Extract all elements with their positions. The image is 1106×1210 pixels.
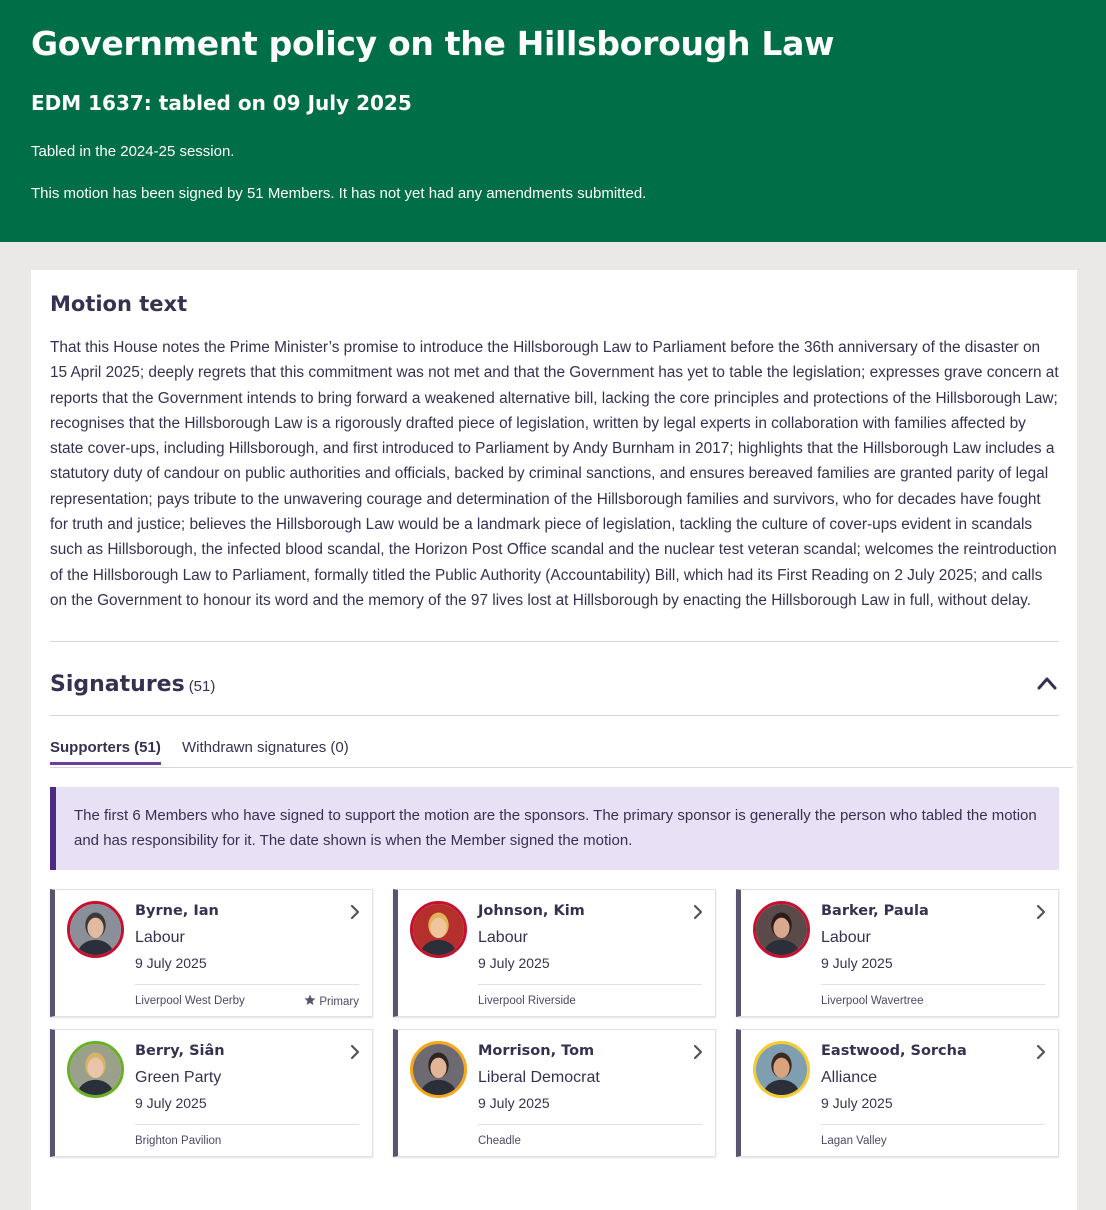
member-party: Green Party bbox=[135, 1069, 222, 1087]
avatar bbox=[410, 1041, 467, 1098]
member-name: Johnson, Kim bbox=[478, 903, 585, 920]
motion-card bbox=[31, 270, 1077, 1210]
member-photo bbox=[70, 904, 121, 955]
member-footer bbox=[135, 1124, 359, 1156]
member-photo bbox=[413, 904, 464, 955]
star-icon bbox=[304, 994, 316, 1006]
member-footer bbox=[135, 984, 359, 1016]
member-name: Berry, Siân bbox=[135, 1043, 225, 1060]
chevron-right-icon bbox=[693, 904, 703, 920]
member-card[interactable] bbox=[736, 889, 1059, 1017]
member-card[interactable] bbox=[736, 1029, 1059, 1157]
motion-text-body: That this House notes the Prime Minister’s promise to introduce the Hillsborough Law to Parliament before the 36th anniversary of the disaster on 15 April 2025; deeply regrets that this commitment was not met and that the Government has yet to table the legislation; expresses grave concern at reports that the Government intends to bring forward a weakened alternative bill, lacking the core principles and protections of the Hillsborough Law; recognises that the Hillsborough Law is a rigorously drafted piece of legislation, written by legal experts in collaboration with families affected by state cover-ups, including Hillsborough, and first introduced to Parliament by Andy Burnham in 2017; highlights that the Hillsborough Law includes a statutory duty of candour on public authorities and officials, backed by criminal sanctions, and ensures bereaved families are granted parity of legal representation; pays tribute to the unwavering courage and determination of the Hillsborough families and survivors, who for decades have fought for truth and justice; believes the Hillsborough Law would be a landmark piece of legislation, tackling the culture of cover-ups evident in scandals such as Hillsborough, the infected blood scandal, the Horizon Post Office scandal and the nuclear test veteran scandal; welcomes the reintroduction of the Hillsborough Law to Parliament, formally titled the Public Authority (Accountability) Bill, which had its First Reading on 2 July 2025; and calls on the Government to honour its word and the memory of the 97 lives lost at Hillsborough by enacting the Hillsborough Law in full, without delay. bbox=[50, 339, 1059, 609]
avatar bbox=[67, 901, 124, 958]
signatures-count: (51) bbox=[188, 678, 216, 696]
member-date: 9 July 2025 bbox=[135, 1095, 207, 1112]
tab-supporters[interactable]: Supporters (51) bbox=[50, 739, 161, 765]
member-date: 9 July 2025 bbox=[135, 955, 207, 972]
member-party: Labour bbox=[135, 929, 185, 947]
member-photo bbox=[756, 1044, 807, 1095]
page-title: Government policy on the Hillsborough Law bbox=[31, 24, 835, 63]
member-card[interactable] bbox=[50, 1029, 373, 1157]
member-photo bbox=[70, 1044, 121, 1095]
signatures-heading-label: Signatures bbox=[50, 672, 185, 698]
motion-text-heading: Motion text bbox=[50, 292, 188, 316]
member-party: Alliance bbox=[821, 1069, 878, 1087]
member-card[interactable] bbox=[50, 889, 373, 1017]
member-footer bbox=[478, 984, 702, 1016]
member-date: 9 July 2025 bbox=[821, 1095, 893, 1112]
member-date: 9 July 2025 bbox=[821, 955, 893, 972]
primary-label: Primary bbox=[319, 996, 359, 1009]
member-constituency: Cheadle bbox=[478, 1135, 521, 1148]
member-constituency: Liverpool West Derby bbox=[135, 995, 245, 1008]
session-text: Tabled in the 2024-25 session. bbox=[31, 143, 235, 160]
avatar bbox=[67, 1041, 124, 1098]
motion-header bbox=[0, 0, 1106, 242]
member-name: Eastwood, Sorcha bbox=[821, 1043, 967, 1060]
member-party: Labour bbox=[821, 929, 871, 947]
member-name: Morrison, Tom bbox=[478, 1043, 595, 1060]
chevron-up-icon[interactable] bbox=[1037, 676, 1057, 690]
member-date: 9 July 2025 bbox=[478, 955, 550, 972]
member-constituency: Liverpool Riverside bbox=[478, 995, 576, 1008]
member-photo bbox=[413, 1044, 464, 1095]
chevron-right-icon bbox=[350, 904, 360, 920]
chevron-right-icon bbox=[1036, 1044, 1046, 1060]
signatures-header[interactable] bbox=[50, 642, 1059, 716]
member-constituency: Liverpool Wavertree bbox=[821, 995, 924, 1008]
member-footer bbox=[821, 1124, 1045, 1156]
tab-withdrawn[interactable]: Withdrawn signatures (0) bbox=[182, 739, 349, 757]
chevron-right-icon bbox=[1036, 904, 1046, 920]
chevron-right-icon bbox=[350, 1044, 360, 1060]
status-text: This motion has been signed by 51 Members. It has not yet had any amendments submitted. bbox=[31, 185, 647, 202]
member-photo bbox=[756, 904, 807, 955]
member-party: Labour bbox=[478, 929, 528, 947]
member-card[interactable] bbox=[393, 1029, 716, 1157]
member-name: Byrne, Ian bbox=[135, 903, 219, 920]
avatar bbox=[410, 901, 467, 958]
member-footer bbox=[821, 984, 1045, 1016]
sponsor-notice: The first 6 Members who have signed to support the motion are the sponsors. The primary sponsor is generally the person who tabled the motion and has responsibility for it. The date shown is when the Member signed the motion. bbox=[50, 787, 1059, 870]
member-footer bbox=[478, 1124, 702, 1156]
member-constituency: Brighton Pavilion bbox=[135, 1135, 222, 1148]
primary-sponsor-badge bbox=[304, 994, 359, 1008]
edm-subtitle: EDM 1637: tabled on 09 July 2025 bbox=[31, 91, 412, 115]
member-grid bbox=[50, 889, 1059, 1189]
member-party: Liberal Democrat bbox=[478, 1069, 600, 1087]
avatar bbox=[753, 901, 810, 958]
member-card[interactable] bbox=[393, 889, 716, 1017]
member-constituency: Lagan Valley bbox=[821, 1135, 887, 1148]
signatures-heading bbox=[50, 672, 215, 697]
avatar bbox=[753, 1041, 810, 1098]
member-date: 9 July 2025 bbox=[478, 1095, 550, 1112]
signature-tabs bbox=[50, 716, 1073, 768]
member-name: Barker, Paula bbox=[821, 903, 929, 920]
chevron-right-icon bbox=[693, 1044, 703, 1060]
